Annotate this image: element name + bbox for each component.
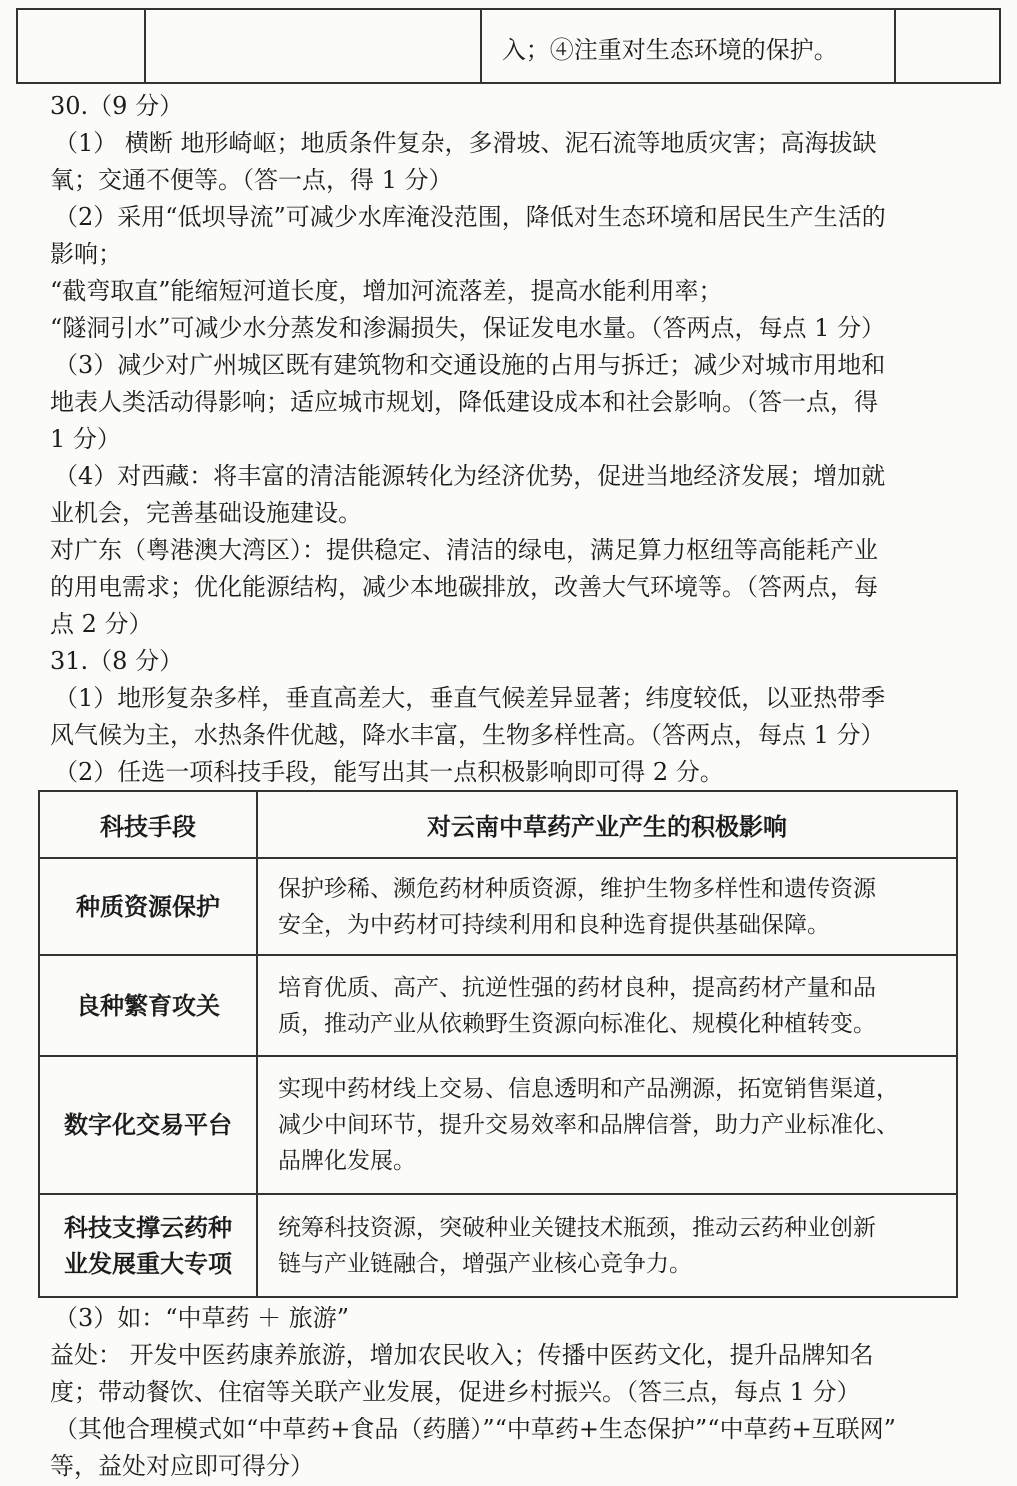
table-value-line: 培育优质、高产、抗逆性强的药材良种，提高药材产量和品 (278, 974, 876, 1001)
table-value-cell (257, 955, 957, 1056)
top-table-fragment (16, 8, 1001, 84)
top-table-cell-1 (17, 9, 145, 83)
table-key-line: 良种繁育攻关 (76, 990, 220, 1020)
q30-p2-line: （2）采用“低坝导流”可减少水库淹没范围，降低对生态环境和居民生产生活的 (54, 203, 886, 231)
table-row (39, 858, 957, 955)
table-key-line: 科技支撑云药种 (64, 1212, 232, 1242)
table-value-cell (257, 1194, 957, 1297)
table-key-line: 数字化交易平台 (64, 1110, 232, 1139)
table-key-cell (39, 1194, 257, 1297)
q31-p3-line: 等，益处对应即可得分） (50, 1452, 314, 1480)
q31-p3-line: （其他合理模式如“中草药+食品（药膳）”“中草药+生态保护”“中草药+互联网” (54, 1415, 896, 1443)
table-key-cell (39, 955, 257, 1056)
table-value-cell (257, 1056, 957, 1194)
table-header-cell: 对云南中草药产业产生的积极影响 (257, 791, 957, 858)
table-value-cell (257, 858, 957, 955)
top-table-cell-4 (895, 9, 1000, 83)
q31-p2-line: （2）任选一项科技手段，能写出其一点积极影响即可得 2 分。 (54, 758, 724, 786)
q30-p3-line: 1 分） (50, 425, 121, 453)
table-value-line: 安全，为中药材可持续利用和良种选育提供基础保障。 (278, 911, 830, 938)
q30-p4-line: 对广东（粤港澳大湾区）：提供稳定、清洁的绿电，满足算力枢纽等高能耗产业 (50, 536, 878, 564)
table-key-line: 种质资源保护 (76, 891, 220, 921)
q30-p4-line: 业机会，完善基础设施建设。 (50, 499, 362, 527)
table-value-line: 统筹科技资源，突破种业关键技术瓶颈，推动云药种业创新 (278, 1214, 876, 1241)
table-row (39, 1194, 957, 1297)
table-value-line: 保护珍稀、濒危药材种质资源，维护生物多样性和遗传资源 (278, 875, 876, 902)
table-value-line: 品牌化发展。 (278, 1148, 416, 1174)
q30-p3-line: 地表人类活动得影响；适应城市规划，降低建设成本和社会影响。（答一点，得 (50, 388, 878, 416)
q30-p3-line: （3）减少对广州城区既有建筑物和交通设施的占用与拆迁；减少对城市用地和 (54, 351, 886, 379)
q30-p2-line: 影响； (50, 240, 122, 268)
table-header-cell: 科技手段 (39, 791, 257, 858)
q30-p4-line: （4）对西藏：将丰富的清洁能源转化为经济优势，促进当地经济发展；增加就 (54, 462, 886, 490)
table-value-line: 减少中间环节，提升交易效率和品牌信誉，助力产业标准化、 (278, 1112, 899, 1138)
table-value-line: 链与产业链融合，增强产业核心竞争力。 (278, 1250, 692, 1277)
tech-impact-table (38, 790, 958, 1298)
table-header-row (39, 791, 957, 858)
q31-header: 31.（8 分） (50, 647, 184, 675)
table-value-line: 质，推动产业从依赖野生资源向标准化、规模化种植转变。 (278, 1010, 876, 1037)
q31-p3-line: 度；带动餐饮、住宿等关联产业发展，促进乡村振兴。（答三点，每点 1 分） (50, 1378, 861, 1406)
q31-p3-line: （3）如：“中草药 ＋ 旅游” (54, 1304, 350, 1332)
q31-p1-line: 风气候为主，水热条件优越，降水丰富，生物多样性高。（答两点，每点 1 分） (50, 721, 885, 749)
q31-p3-section (50, 1300, 955, 1485)
table-key-cell (39, 1056, 257, 1194)
q30-header: 30.（9 分） (50, 92, 184, 120)
q30-p2-line: “隧洞引水”可减少水分蒸发和渗漏损失，保证发电水量。（答两点，每点 1 分） (50, 314, 886, 342)
table-key-line: 业发展重大专项 (64, 1248, 232, 1278)
table-key-cell (39, 858, 257, 955)
q31-p3-line: 益处： 开发中医药康养旅游，增加农民收入；传播中医药文化，提升品牌知名 (50, 1341, 874, 1369)
q30-p4-line: 点 2 分） (50, 610, 153, 638)
q30-p1-line: 氧；交通不便等。（答一点，得 1 分） (50, 166, 453, 194)
q30-p1-line: （1） 横断 地形崎岖；地质条件复杂，多滑坡、泥石流等地质灾害；高海拔缺 (54, 129, 877, 157)
top-table-cell-2 (145, 9, 480, 83)
table-row (39, 955, 957, 1056)
q31-p1-line: （1）地形复杂多样，垂直高差大，垂直气候差异显著；纬度较低，以亚热带季 (54, 684, 886, 712)
top-table-cell-3: 入；④注重对生态环境的保护。 (481, 9, 895, 83)
table-value-line: 实现中药材线上交易、信息透明和产品溯源，拓宽销售渠道， (278, 1076, 899, 1102)
table-row (39, 1056, 957, 1194)
q30-p4-line: 的用电需求；优化能源结构，减少本地碳排放，改善大气环境等。（答两点，每 (50, 573, 878, 601)
q30-p2-line: “截弯取直”能缩短河道长度，增加河流落差，提高水能利用率； (50, 277, 723, 305)
q30-section (50, 88, 955, 791)
